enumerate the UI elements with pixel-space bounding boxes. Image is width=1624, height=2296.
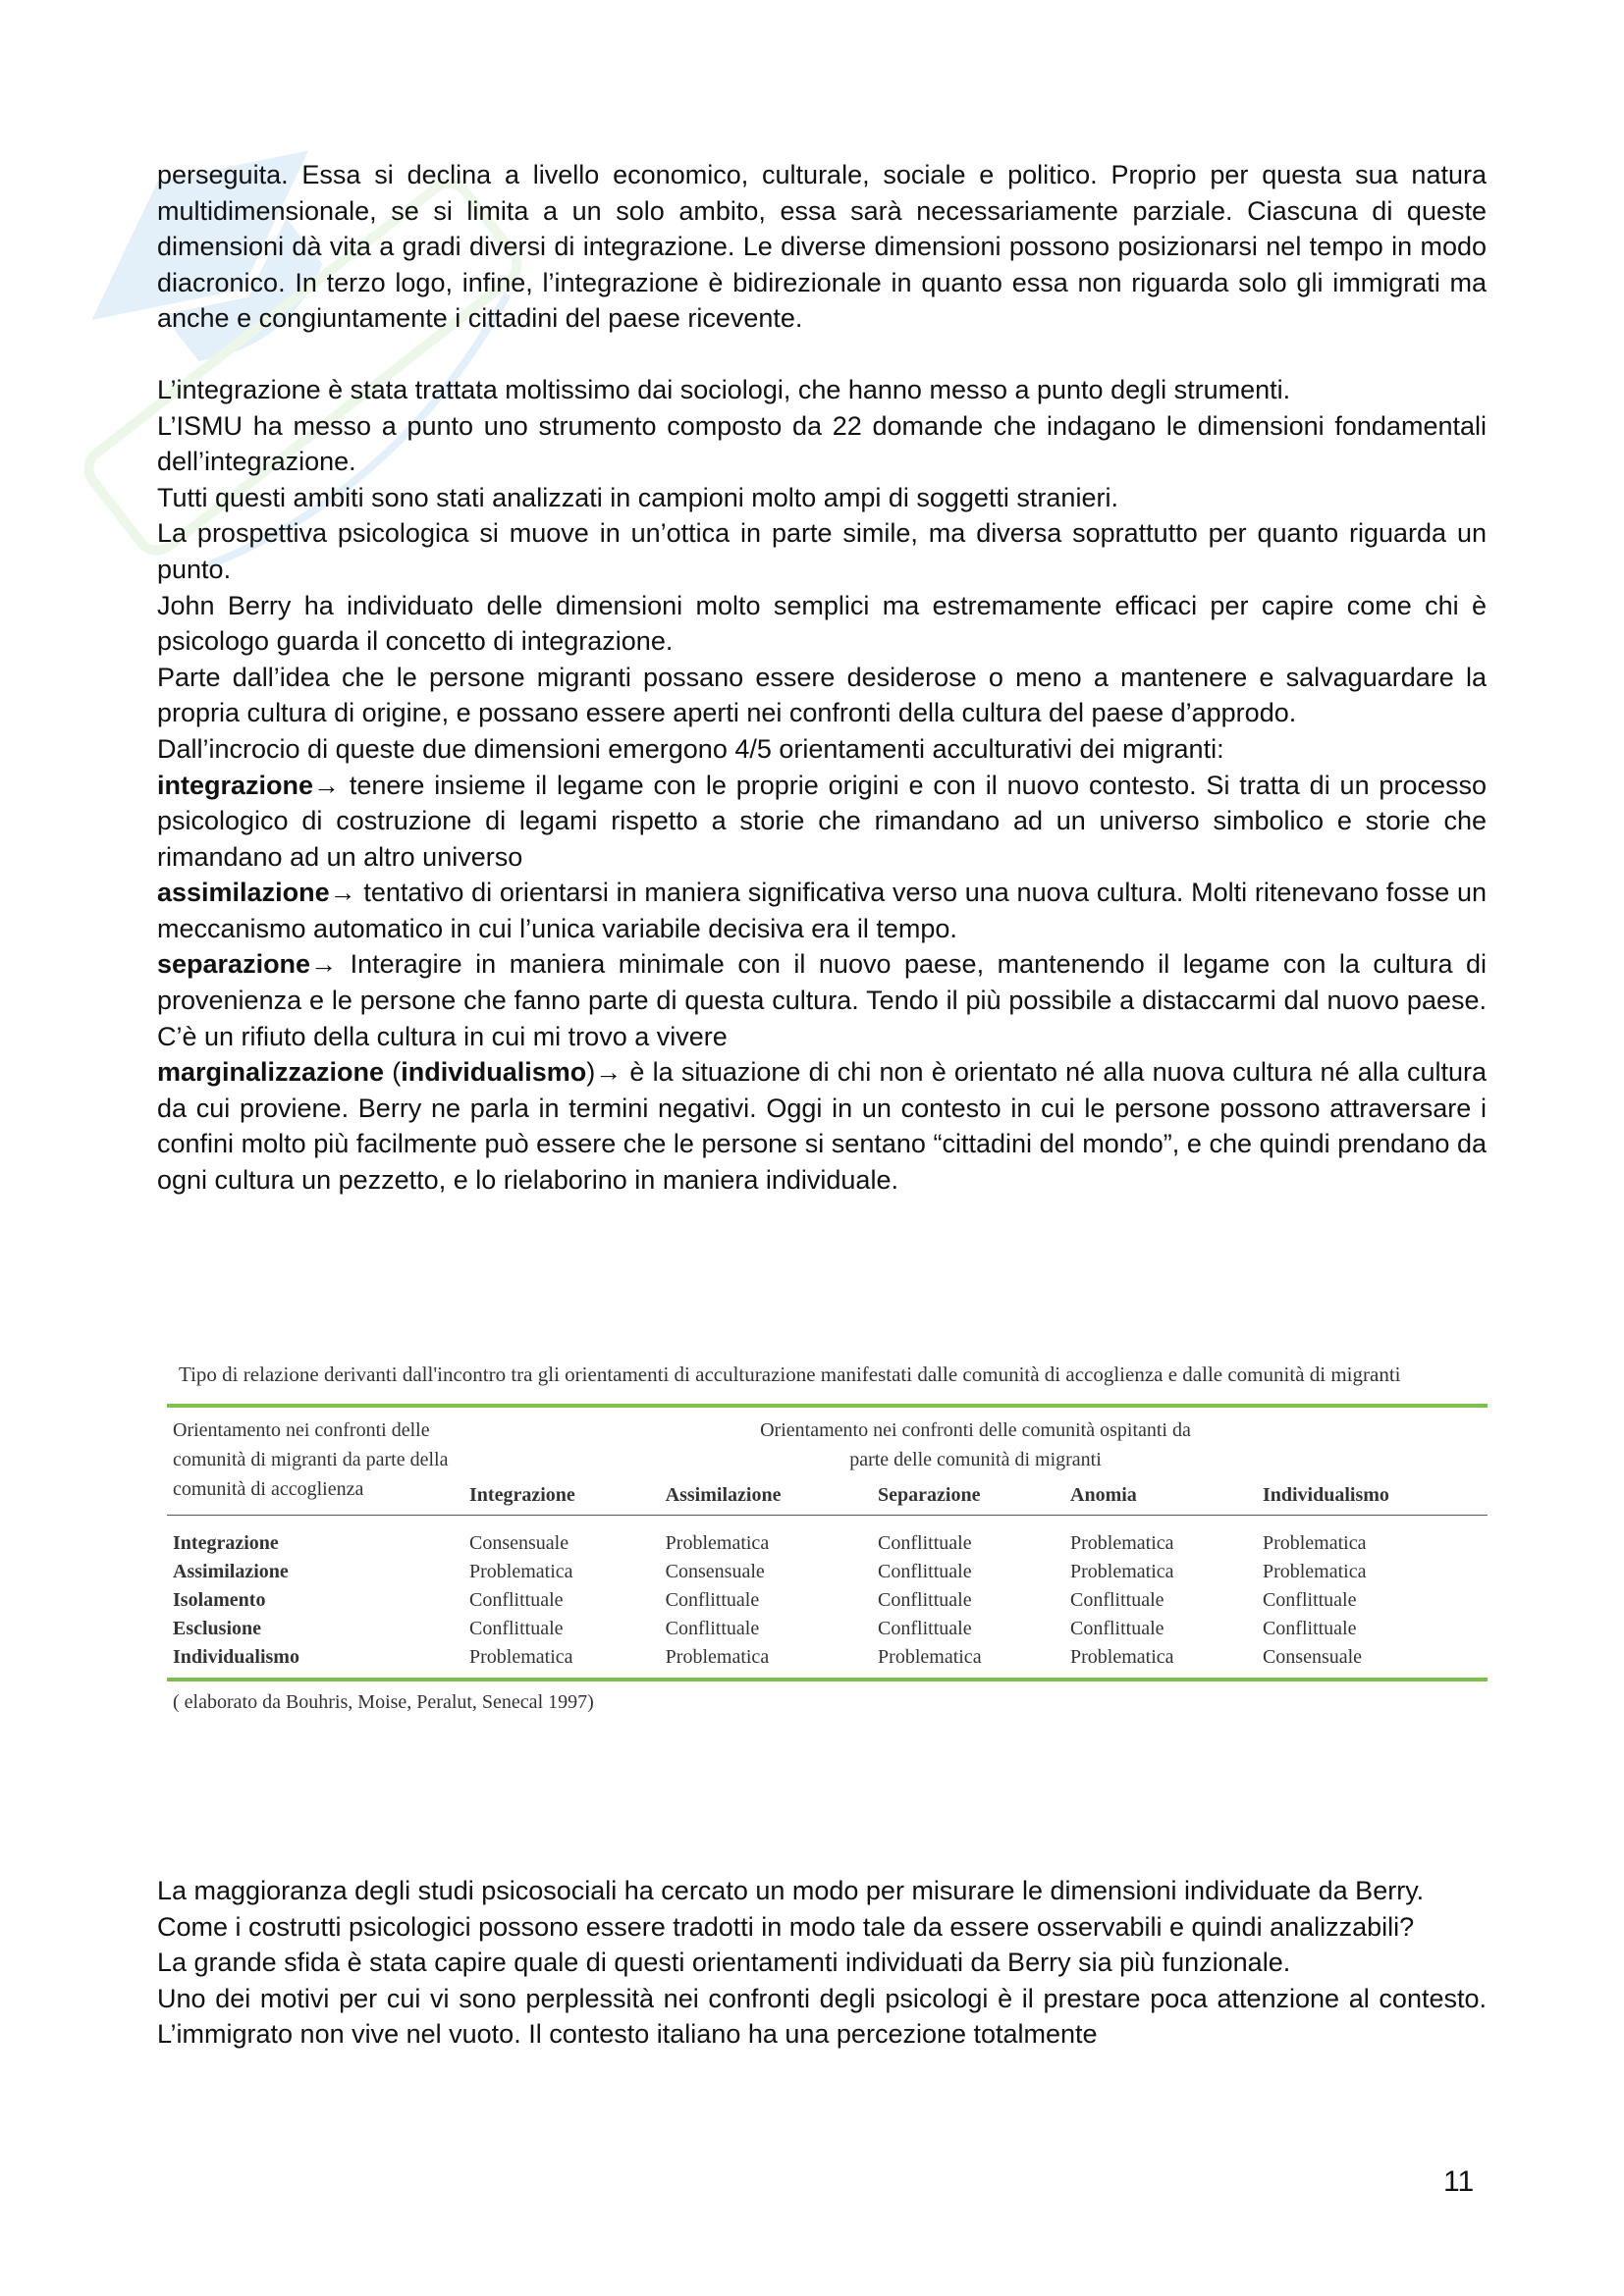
column-header: Integrazione <box>463 1474 660 1516</box>
table-cell: Conflittuale <box>469 1589 564 1611</box>
table-cell: Problematica <box>665 1532 770 1554</box>
table-cell: Conflittuale <box>469 1618 564 1639</box>
table-cell: Conflittuale <box>878 1618 972 1639</box>
table-row <box>167 1586 1488 1615</box>
table-cell: Problematica <box>1070 1532 1174 1554</box>
orientation-integrazione <box>157 768 1487 876</box>
table-cell: Consensuale <box>665 1561 765 1582</box>
paragraph: Tutti questi ambiti sono stati analizzati in campioni molto ampi di soggetti stranieri. <box>157 482 1118 512</box>
table-cell: Conflittuale <box>665 1589 760 1611</box>
table-cell: Problematica <box>469 1561 573 1582</box>
paragraph: La prospettiva psicologica si muove in un’ottica in parte simile, ma diversa soprattutto per quanto riguarda un punto. <box>157 518 1487 584</box>
table-cell: Problematica <box>1070 1561 1174 1582</box>
table-cell: Problematica <box>1262 1532 1367 1554</box>
definition-separazione: → Interagire in maniera minimale con il nuovo paese, mantenendo il legame con la cultura di provenienza e le persone che fanno parte di questa cultura. Tendo il più possibile a distaccarmi dal nuovo paese. C’è un rifiuto della cultura in cui mi trovo a vivere <box>157 949 1487 1051</box>
row-label: Individualismo <box>173 1646 299 1668</box>
table-cell: Conflittuale <box>878 1561 972 1582</box>
column-header: Separazione <box>872 1474 1064 1516</box>
table-row <box>167 1615 1488 1643</box>
table-cell: Problematica <box>1262 1561 1367 1582</box>
row-label: Isolamento <box>173 1589 266 1611</box>
paragraph: Come i costrutti psicologici possono essere tradotti in modo tale da essere osservabili e quindi analizzabili? <box>157 1911 1415 1942</box>
paragraph: perseguita. Essa si declina a livello economico, culturale, sociale e politico. Proprio per questa sua natura multidimensionale, se si limita a un solo ambito, essa sarà necessariamente parziale. Ciascuna di queste dimensioni dà vita a gradi diversi di integrazione. Le diverse dimensioni possono posizionarsi nel tempo in modo diacronico. In terzo logo, infine, l’integrazione è bidirezionale in quanto essa non riguarda solo gli immigrati ma anche e congiuntamente i cittadini del paese ricevente. <box>157 160 1487 334</box>
column-header: Assimilazione <box>660 1474 872 1516</box>
paren-open: ( <box>384 1057 402 1088</box>
table-caption: Tipo di relazione derivanti dall'incontro tra gli orientamenti di acculturazione manifestati dalle comunità di accoglienza e dalle comunità di migranti <box>179 1362 1401 1386</box>
term-assimilazione: assimilazione <box>157 878 330 908</box>
bottom-text-block <box>157 1873 1487 2053</box>
definition-marginalizzazione: )→ è la situazione di chi non è orientato né alla nuova cultura né alla cultura da cui proviene. Berry ne parla in termini negativi. Oggi in un contesto in cui le persone possono attraversare i confini molto più facilmente può essere che le persone si sentano “cittadini del mondo”, e che quindi prendano da ogni cultura un pezzetto, e lo rielaborino in maniera individuale. <box>157 1057 1487 1196</box>
column-header: Anomia <box>1064 1474 1257 1516</box>
acculturation-table-figure <box>167 1360 1488 1714</box>
row-label: Integrazione <box>173 1532 279 1554</box>
table-cell: Problematica <box>665 1646 770 1668</box>
term-separazione: separazione <box>157 949 311 980</box>
table-cell: Problematica <box>1070 1646 1174 1668</box>
acculturation-table <box>167 1408 1488 1672</box>
paragraph: Parte dall’idea che le persone migranti possano essere desiderose o meno a mantenere e salvaguardare la propria cultura di origine, e possano essere aperti nei confronti della cultura del paese d’approdo. <box>157 662 1487 728</box>
table-cell: Conflittuale <box>1070 1589 1164 1611</box>
table-cell: Conflittuale <box>1262 1589 1357 1611</box>
paragraph: Uno dei motivi per cui vi sono perplessità nei confronti degli psicologi è il prestare poca attenzione al contesto. L’immigrato non vive nel vuoto. Il contesto italiano ha una percezione totalmente <box>157 1983 1487 2050</box>
table-cell: Problematica <box>469 1646 573 1668</box>
paragraph: John Berry ha individuato delle dimensioni molto semplici ma estremamente efficaci per capire come chi è psicologo guarda il concetto di integrazione. <box>157 590 1487 657</box>
orientation-marginalizzazione <box>157 1054 1487 1198</box>
table-cell: Consensuale <box>469 1532 569 1554</box>
term-integrazione: integrazione <box>157 770 314 800</box>
column-header: Individualismo <box>1257 1474 1488 1516</box>
row-header-label: Orientamento nei confronti delle comunità di migranti da parte della comunità di accoglienza <box>167 1408 463 1516</box>
paragraph: Dall’incrocio di queste due dimensioni emergono 4/5 orientamenti acculturativi dei migranti: <box>157 733 1224 764</box>
top-text-block <box>157 157 1487 1199</box>
column-group-label-text: Orientamento nei confronti delle comunità ospitanti da parte delle comunità di migranti <box>760 1419 1191 1470</box>
table-cell: Consensuale <box>1262 1646 1363 1668</box>
definition-assimilazione: → tentativo di orientarsi in maniera significativa verso una nuova cultura. Molti ritenevano fosse un meccanismo automatico in cui l’unica variabile decisiva era il tempo. <box>157 878 1487 943</box>
term-individualismo: individualismo <box>401 1057 587 1088</box>
paragraph: L’integrazione è stata trattata moltissimo dai sociologi, che hanno messo a punto degli strumenti. <box>157 374 1291 404</box>
table-bottom-rule <box>167 1678 1488 1682</box>
table-cell: Conflittuale <box>878 1532 972 1554</box>
table-cell: Conflittuale <box>665 1618 760 1639</box>
orientation-assimilazione <box>157 875 1487 946</box>
row-label: Esclusione <box>173 1618 262 1639</box>
table-cell: Conflittuale <box>1262 1618 1357 1639</box>
page-number: 11 <box>1443 2165 1475 2198</box>
table-source: ( elaborato da Bouhris, Moise, Peralut, Senecal 1997) <box>173 1691 594 1713</box>
term-marginalizzazione: marginalizzazione <box>157 1057 385 1088</box>
orientation-separazione <box>157 946 1487 1054</box>
paragraph: L’ISMU ha messo a punto uno strumento composto da 22 domande che indagano le dimensioni fondamentali dell’integrazione. <box>157 410 1487 477</box>
paragraph: La maggioranza degli studi psicosociali ha cercato un modo per misurare le dimensioni individuate da Berry. <box>157 1876 1425 1905</box>
table-cell: Problematica <box>878 1646 982 1668</box>
table-row <box>167 1516 1488 1559</box>
table-row <box>167 1558 1488 1586</box>
table-cell: Conflittuale <box>1070 1618 1164 1639</box>
row-label: Assimilazione <box>173 1561 289 1582</box>
column-group-label <box>463 1408 1488 1474</box>
paragraph: La grande sfida è stata capire quale di questi orientamenti individuati da Berry sia più funzionale. <box>157 1948 1291 1978</box>
definition-integrazione: → tenere insieme il legame con le proprie origini e con il nuovo contesto. Si tratta di un processo psicologico di costruzione di legami rispetto a storie che rimandano ad un universo simbolico e storie che rimandano ad un altro universo <box>157 770 1487 872</box>
table-row <box>167 1643 1488 1672</box>
table-cell: Conflittuale <box>878 1589 972 1611</box>
